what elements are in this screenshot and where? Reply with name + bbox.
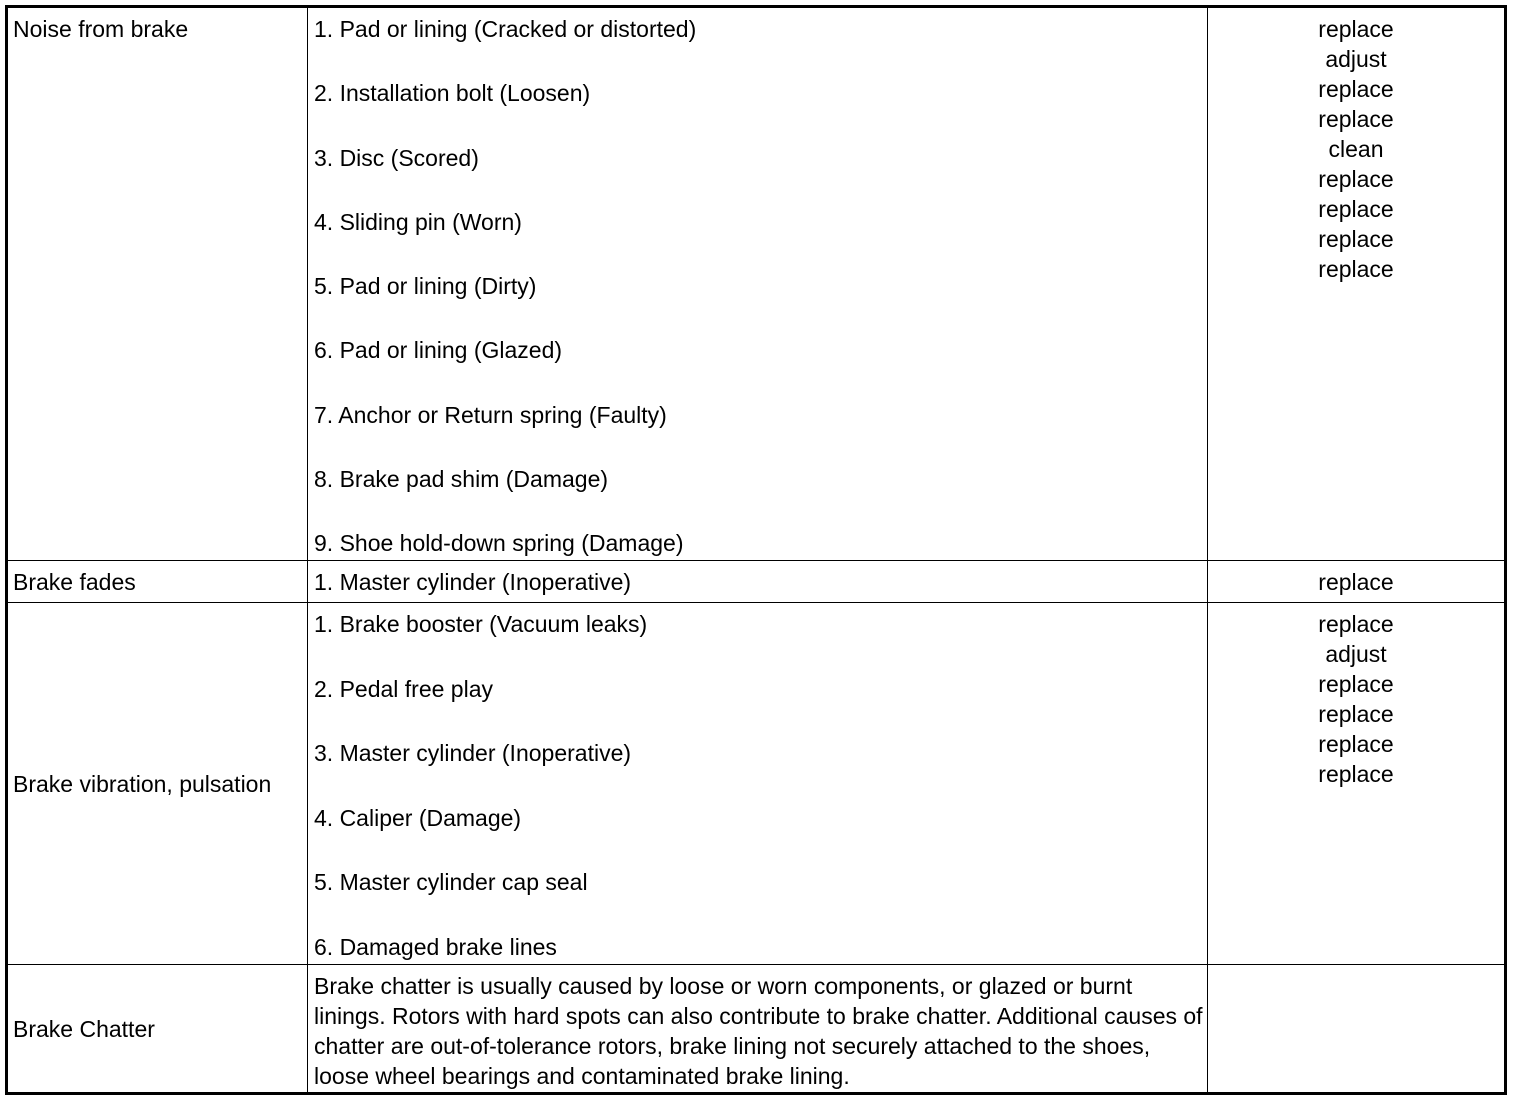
- remedy-item: clean: [1328, 136, 1384, 162]
- remedy-item: replace: [1318, 16, 1394, 42]
- remedy-cell: [1208, 965, 1504, 1092]
- cause-item: 4. Sliding pin (Worn): [314, 208, 522, 235]
- remedy-cell: [1208, 8, 1504, 560]
- cause-item: 4. Caliper (Damage): [314, 804, 522, 831]
- cause-item: 5. Master cylinder cap seal: [314, 869, 588, 896]
- remedy-item: replace: [1318, 569, 1394, 595]
- remedy-item: replace: [1318, 226, 1394, 252]
- description-cell: Brake chatter is usually caused by loose or worn components, or glazed or burnt linings. Rotors with hard spots can also contribute to brake chatter. Additional causes of chatter are out-of-tolerance rotors, brake lining not securely attached to the shoes, loose wheel bearings and contaminated brake lining.: [308, 965, 1208, 1092]
- cause-item: 2. Pedal free play: [314, 675, 494, 702]
- remedy-cell: [1208, 603, 1504, 964]
- table-row: [8, 561, 1504, 603]
- cause-item: 1. Master cylinder (Inoperative): [314, 569, 632, 595]
- table-row: [8, 603, 1504, 965]
- table-row: [8, 965, 1504, 1092]
- troubleshooting-table: [5, 5, 1507, 1095]
- cause-item: 6. Pad or lining (Glazed): [314, 337, 563, 364]
- cause-item: 6. Damaged brake lines: [314, 933, 557, 960]
- remedy-item: replace: [1318, 256, 1394, 282]
- cause-item: 9. Shoe hold-down spring (Damage): [314, 530, 684, 556]
- cause-item: 3. Master cylinder (Inoperative): [314, 740, 632, 767]
- remedy-item: replace: [1318, 671, 1394, 697]
- table-row: [8, 8, 1504, 561]
- symptom-cell: Noise from brake: [8, 8, 308, 560]
- causes-cell: [308, 603, 1208, 964]
- remedy-item: replace: [1318, 76, 1394, 102]
- cause-item: 5. Pad or lining (Dirty): [314, 273, 537, 299]
- remedy-item: replace: [1318, 196, 1394, 222]
- symptom-cell: [8, 603, 308, 964]
- remedy-item: replace: [1318, 611, 1394, 637]
- remedy-item: replace: [1318, 166, 1394, 192]
- remedy-item: replace: [1318, 106, 1394, 132]
- symptom-cell: Brake fades: [8, 561, 308, 602]
- causes-cell: [308, 561, 1208, 602]
- symptom-text: Brake Chatter: [13, 1015, 155, 1042]
- cause-item: 3. Disc (Scored): [314, 144, 479, 171]
- remedy-item: replace: [1318, 761, 1394, 787]
- symptom-cell: [8, 965, 308, 1092]
- cause-item: 1. Pad or lining (Cracked or distorted): [314, 16, 697, 42]
- remedy-item: adjust: [1325, 46, 1387, 72]
- remedy-item: replace: [1318, 731, 1394, 757]
- cause-item: 2. Installation bolt (Loosen): [314, 80, 591, 107]
- remedy-item: adjust: [1325, 641, 1387, 667]
- cause-item: 8. Brake pad shim (Damage): [314, 465, 609, 492]
- remedy-cell: [1208, 561, 1504, 602]
- causes-cell: [308, 8, 1208, 560]
- symptom-text: Brake vibration, pulsation: [13, 770, 272, 797]
- remedy-item: replace: [1318, 701, 1394, 727]
- cause-item: 7. Anchor or Return spring (Faulty): [314, 401, 667, 428]
- cause-item: 1. Brake booster (Vacuum leaks): [314, 611, 648, 637]
